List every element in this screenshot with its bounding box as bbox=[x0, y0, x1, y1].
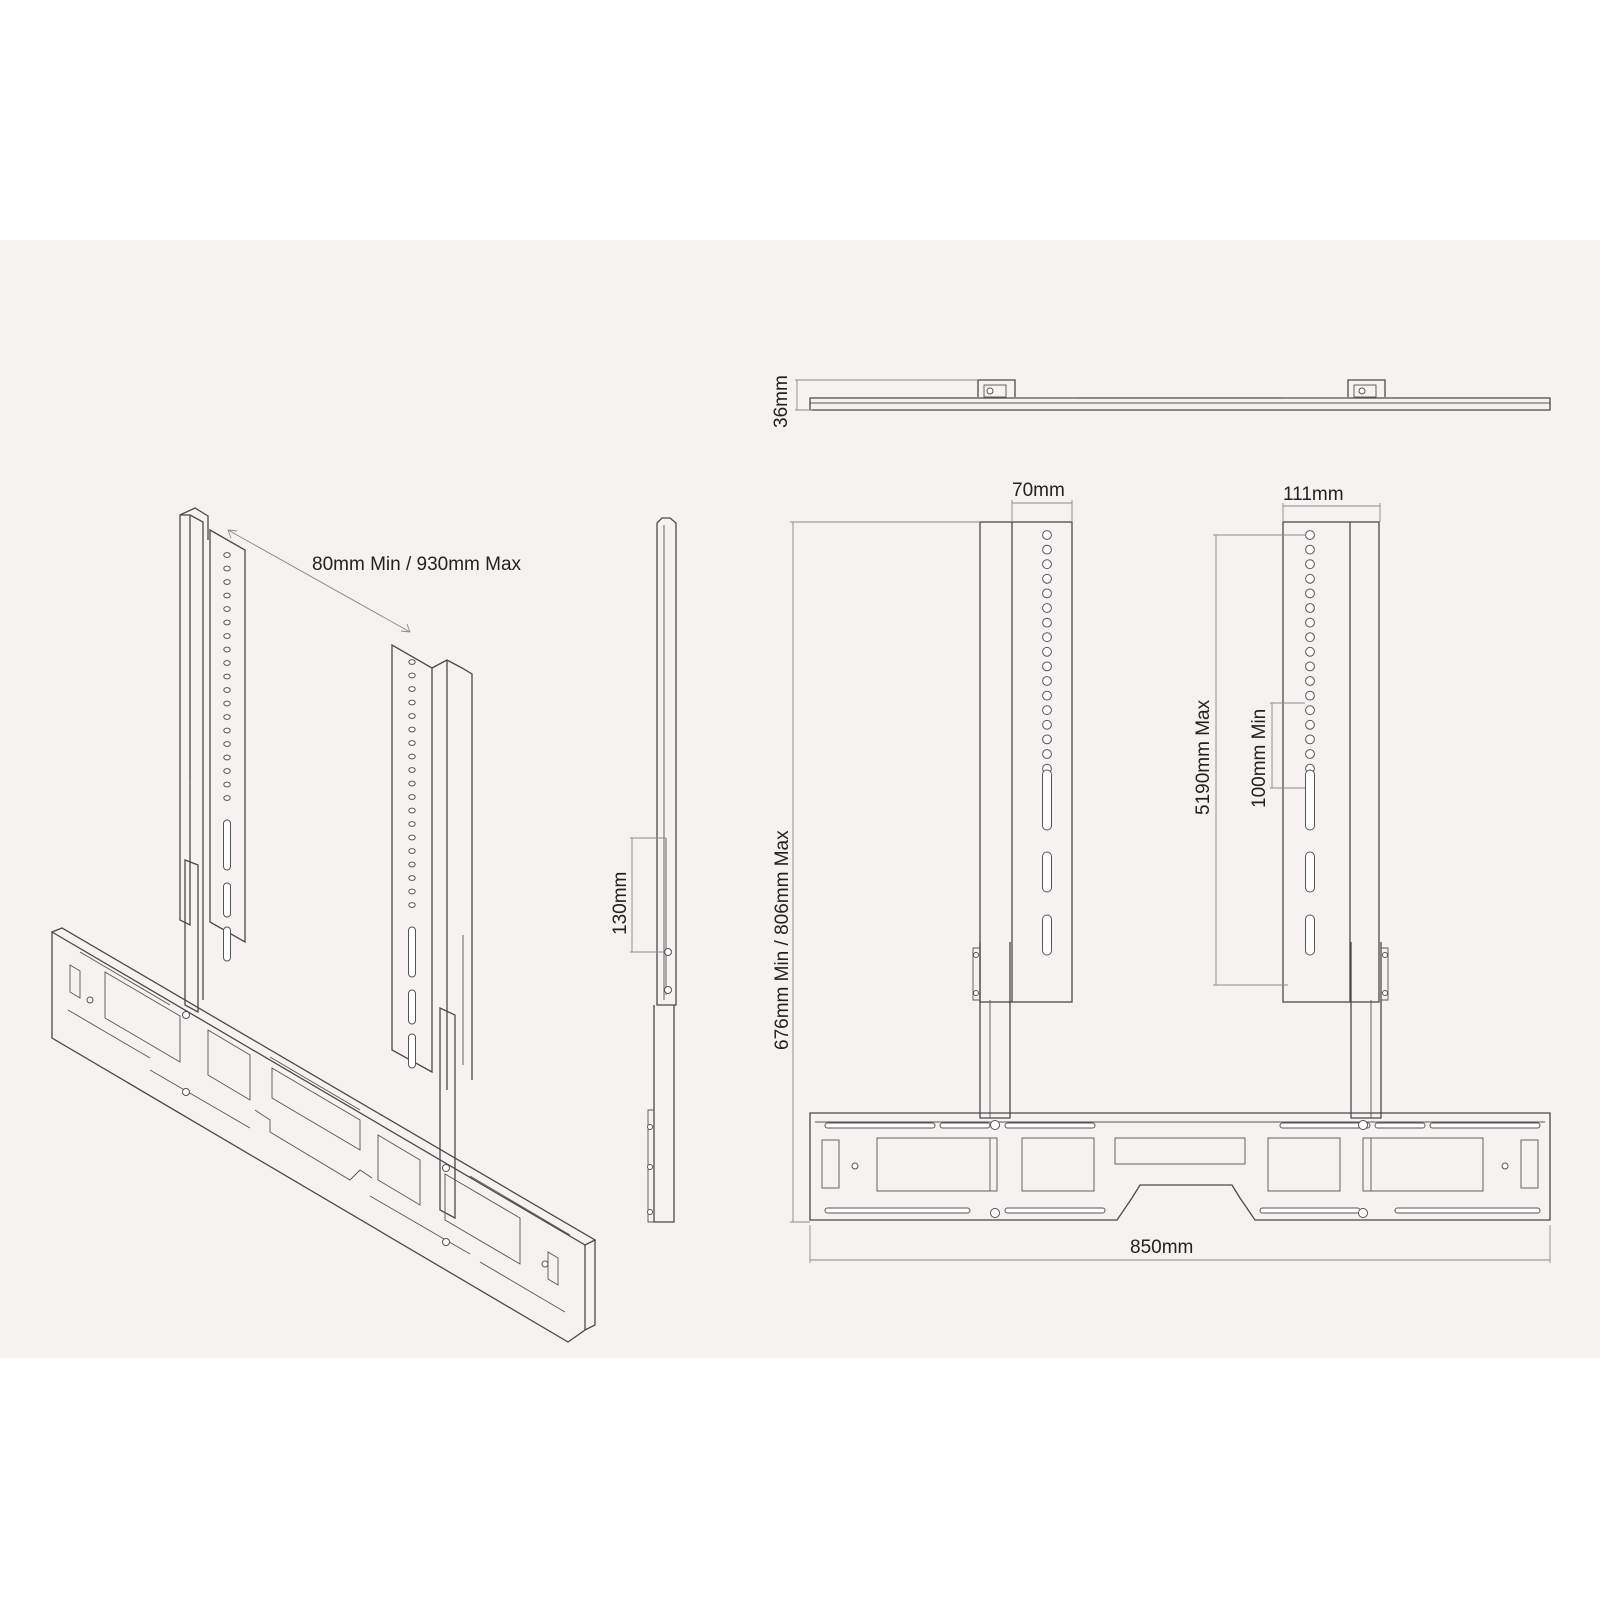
arm-hole bbox=[224, 742, 230, 747]
arm-hole bbox=[409, 808, 415, 813]
arm-hole bbox=[409, 876, 415, 881]
arm-hole bbox=[224, 593, 230, 598]
front-view-dimensions bbox=[772, 480, 1550, 1263]
arm-hole bbox=[1306, 560, 1315, 569]
arm-hole bbox=[1306, 735, 1315, 744]
arm-hole bbox=[224, 566, 230, 571]
arm-hole bbox=[1306, 618, 1315, 627]
arm-hole bbox=[1306, 589, 1315, 598]
arm-hole bbox=[409, 673, 415, 678]
arm-hole bbox=[224, 674, 230, 679]
arm-hole bbox=[409, 700, 415, 705]
arm-slot bbox=[224, 927, 231, 961]
arm-hole bbox=[224, 769, 230, 774]
arm-hole bbox=[1043, 677, 1052, 686]
arm-hole bbox=[1306, 633, 1315, 642]
total-height-label: 676mm Min / 806mm Max bbox=[772, 830, 793, 1050]
arm-hole bbox=[1043, 691, 1052, 700]
arm-slot bbox=[409, 990, 416, 1024]
arm-hole bbox=[224, 755, 230, 760]
arm-hole bbox=[1306, 604, 1315, 613]
arm-hole bbox=[409, 822, 415, 827]
front-bar-slots bbox=[825, 1123, 1540, 1213]
arm-hole bbox=[1043, 647, 1052, 656]
arm-hole bbox=[1306, 720, 1315, 729]
arm-slot bbox=[1043, 915, 1052, 955]
arm-slot bbox=[224, 820, 231, 870]
front-bar-cutouts bbox=[822, 1138, 1538, 1191]
arm-hole bbox=[1043, 531, 1052, 540]
arm-hole bbox=[409, 741, 415, 746]
arm-hole bbox=[224, 688, 230, 693]
arm-hole bbox=[1043, 662, 1052, 671]
arm-slot bbox=[1043, 852, 1052, 892]
arm-hole bbox=[224, 580, 230, 585]
side-view bbox=[610, 518, 676, 1222]
arm-hole bbox=[1306, 706, 1315, 715]
arm-max-label: 5190mm Max bbox=[1193, 699, 1214, 815]
arm-hole bbox=[1043, 720, 1052, 729]
arm-hole bbox=[1306, 531, 1315, 540]
arm-hole bbox=[1043, 706, 1052, 715]
arm-width-right-label: 111mm bbox=[1283, 484, 1344, 505]
arm-hole bbox=[409, 714, 415, 719]
top-view bbox=[771, 375, 1550, 428]
width-label: 850mm bbox=[1130, 1237, 1194, 1258]
arm-slot bbox=[1306, 770, 1315, 830]
arm-slot bbox=[1043, 770, 1052, 830]
arm-hole bbox=[1306, 574, 1315, 583]
arm-slot bbox=[409, 927, 416, 977]
iso-left-arm bbox=[180, 508, 245, 1012]
arm-hole bbox=[1043, 545, 1052, 554]
arm-hole bbox=[409, 768, 415, 773]
front-right-arm bbox=[1283, 522, 1388, 1118]
arm-slot bbox=[409, 1034, 416, 1068]
speaker-spacing-label: 80mm Min / 930mm Max bbox=[312, 554, 522, 575]
arm-hole bbox=[1043, 735, 1052, 744]
arm-min-label: 100mm Min bbox=[1249, 708, 1270, 808]
arm-hole bbox=[1306, 647, 1315, 656]
arm-hole bbox=[1043, 633, 1052, 642]
side-adjust-label: 130mm bbox=[610, 871, 631, 935]
arm-hole bbox=[409, 687, 415, 692]
isometric-view bbox=[52, 508, 595, 1342]
arm-hole bbox=[409, 903, 415, 908]
speaker-spacing-dimension bbox=[228, 530, 522, 632]
arm-hole bbox=[224, 647, 230, 652]
arm-hole bbox=[1306, 662, 1315, 671]
arm-hole bbox=[1043, 560, 1052, 569]
arm-hole bbox=[1306, 545, 1315, 554]
arm-hole bbox=[1043, 574, 1052, 583]
front-right-arm-holes bbox=[1306, 531, 1315, 955]
arm-slot bbox=[1306, 852, 1315, 892]
depth-label: 36mm bbox=[771, 375, 792, 428]
arm-hole bbox=[1306, 691, 1315, 700]
arm-hole bbox=[1043, 604, 1052, 613]
front-main-bar bbox=[810, 1113, 1550, 1220]
front-view bbox=[772, 480, 1550, 1263]
arm-hole bbox=[1043, 589, 1052, 598]
iso-right-arm-holes bbox=[409, 660, 416, 1068]
iso-main-bar bbox=[52, 928, 595, 1342]
arm-hole bbox=[224, 782, 230, 787]
arm-hole bbox=[224, 553, 230, 558]
depth-dimension bbox=[771, 375, 978, 428]
arm-hole bbox=[1043, 618, 1052, 627]
arm-hole bbox=[224, 796, 230, 801]
arm-hole bbox=[409, 795, 415, 800]
arm-hole bbox=[224, 728, 230, 733]
iso-left-arm-holes bbox=[224, 553, 231, 961]
arm-slot bbox=[1306, 915, 1315, 955]
iso-right-arm bbox=[392, 645, 472, 1218]
arm-hole bbox=[409, 727, 415, 732]
front-left-arm-holes bbox=[1043, 531, 1052, 955]
arm-hole bbox=[409, 835, 415, 840]
arm-hole bbox=[409, 781, 415, 786]
arm-hole bbox=[409, 862, 415, 867]
arm-hole bbox=[1306, 677, 1315, 686]
arm-hole bbox=[1306, 750, 1315, 759]
arm-hole bbox=[224, 661, 230, 666]
arm-hole bbox=[224, 715, 230, 720]
arm-hole bbox=[409, 660, 415, 665]
arm-hole bbox=[224, 607, 230, 612]
arm-hole bbox=[224, 634, 230, 639]
arm-hole bbox=[409, 754, 415, 759]
arm-hole bbox=[1043, 750, 1052, 759]
arm-slot bbox=[224, 883, 231, 917]
arm-hole bbox=[409, 849, 415, 854]
arm-hole bbox=[224, 620, 230, 625]
arm-hole bbox=[224, 701, 230, 706]
front-left-arm bbox=[973, 522, 1072, 1118]
arm-width-left-label: 70mm bbox=[1012, 480, 1065, 501]
arm-hole bbox=[409, 889, 415, 894]
